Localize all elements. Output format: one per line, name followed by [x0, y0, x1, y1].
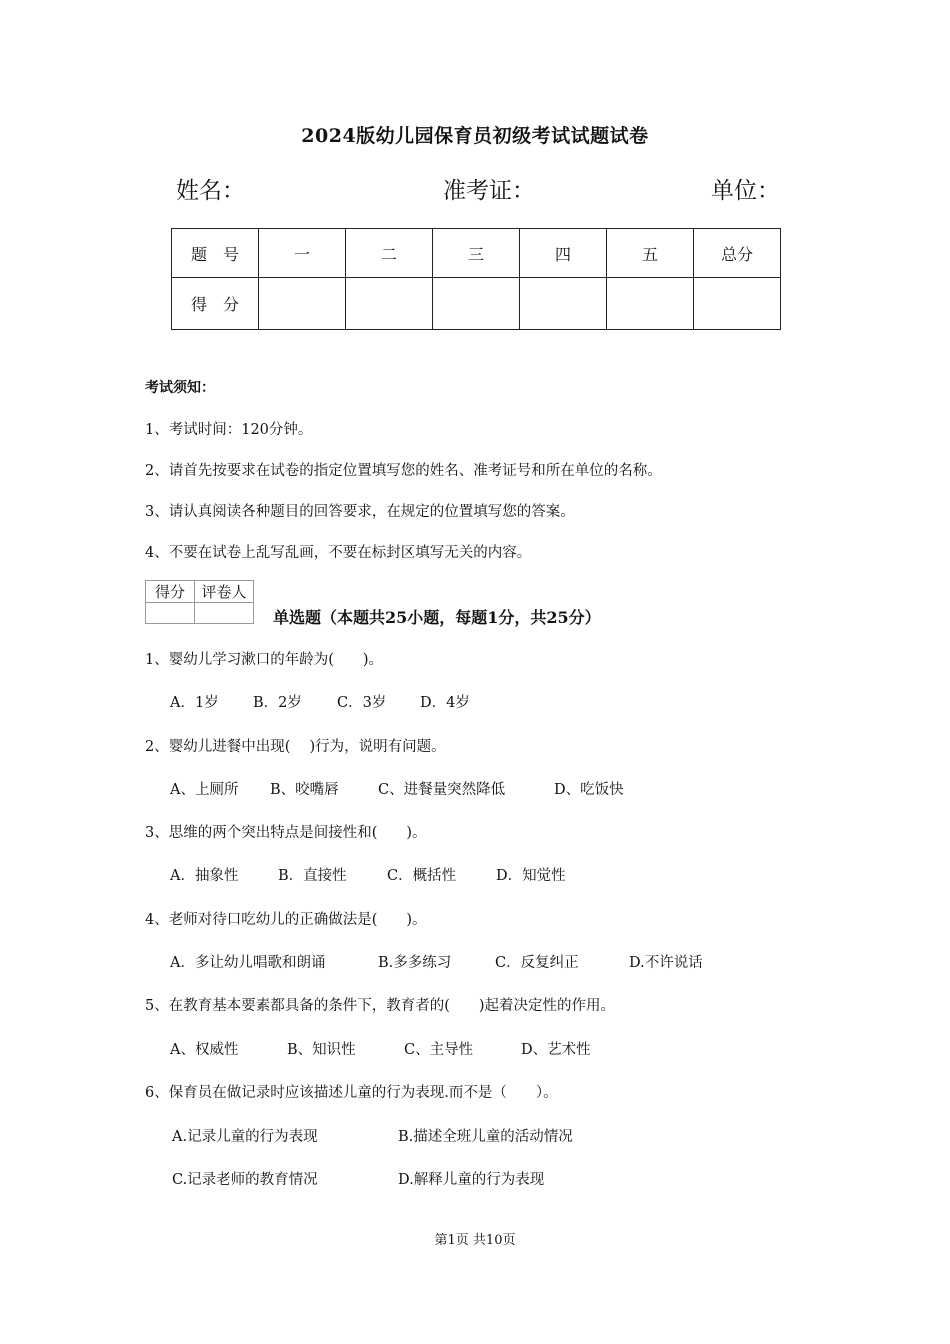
score-cell[interactable] [694, 278, 781, 330]
notice-item: 4、不要在试卷上乱写乱画，不要在标封区填写无关的内容。 [145, 545, 532, 561]
question-option: D．4岁 [420, 695, 470, 711]
score-table-header-cell: 二 [346, 229, 433, 278]
score-table-score-row [172, 278, 781, 330]
question-stem: 3、思维的两个突出特点是间接性和( )。 [145, 825, 427, 841]
notice-item: 1、考试时间：120分钟。 [145, 422, 313, 438]
question-stem: 4、老师对待口吃幼儿的正确做法是( )。 [145, 912, 427, 928]
question-option: A、上厕所 [170, 782, 239, 798]
score-table-header-row [172, 229, 781, 278]
question-option: C.记录老师的教育情况 [172, 1172, 318, 1188]
question-option: A.记录儿童的行为表现 [172, 1129, 318, 1145]
question-option: D．知觉性 [496, 868, 566, 884]
question-option: C．反复纠正 [495, 955, 579, 971]
score-table-header-cell: 五 [607, 229, 694, 278]
notice-heading: 考试须知： [145, 380, 215, 396]
question-option: B．直接性 [278, 868, 347, 884]
score-table-header-cell: 题 号 [172, 229, 259, 278]
question-option: A．1岁 [170, 695, 219, 711]
question-option: C．3岁 [337, 695, 387, 711]
question-option: D、艺术性 [521, 1042, 591, 1058]
section-title: 单选题（本题共25小题，每题1分，共25分） [273, 608, 601, 627]
question-option: A、权威性 [170, 1042, 239, 1058]
score-table-header-cell: 四 [520, 229, 607, 278]
grader-score-cell[interactable] [146, 603, 195, 624]
score-cell[interactable] [346, 278, 433, 330]
score-table [171, 228, 781, 330]
page-title: 2024版幼儿园保育员初级考试试题试卷 [301, 125, 649, 147]
page-footer: 第1页 共10页 [434, 1233, 516, 1248]
grader-score-label: 得分 [146, 581, 195, 603]
notice-item: 3、请认真阅读各种题目的回答要求，在规定的位置填写您的答案。 [145, 504, 575, 520]
question-option: C、进餐量突然降低 [378, 782, 506, 798]
question-option: D.不许说话 [629, 955, 703, 971]
grader-reviewer-cell[interactable] [195, 603, 254, 624]
question-option: C、主导性 [404, 1042, 474, 1058]
score-cell[interactable] [433, 278, 520, 330]
question-option: B.描述全班儿童的活动情况 [398, 1129, 573, 1145]
question-option: B.多多练习 [378, 955, 452, 971]
question-option: C．概括性 [387, 868, 457, 884]
grader-box [145, 580, 254, 624]
name-label: 姓名： [176, 178, 245, 204]
unit-label: 单位： [711, 178, 780, 204]
score-row-label: 得 分 [172, 278, 259, 330]
score-table-header-cell: 总分 [694, 229, 781, 278]
notice-item: 2、请首先按要求在试卷的指定位置填写您的姓名、准考证号和所在单位的名称。 [145, 463, 662, 479]
question-stem: 2、婴幼儿进餐中出现( )行为，说明有问题。 [145, 739, 446, 755]
question-stem: 5、在教育基本要素都具备的条件下，教育者的( )起着决定性的作用。 [145, 998, 616, 1014]
grader-reviewer-label: 评卷人 [195, 581, 254, 603]
score-table-header-cell: 三 [433, 229, 520, 278]
question-option: B、咬嘴唇 [270, 782, 339, 798]
score-table-header-cell: 一 [259, 229, 346, 278]
score-cell[interactable] [259, 278, 346, 330]
question-stem: 6、保育员在做记录时应该描述儿童的行为表现.而不是（ ）。 [145, 1085, 558, 1101]
score-cell[interactable] [607, 278, 694, 330]
score-cell[interactable] [520, 278, 607, 330]
question-option: D.解释儿童的行为表现 [398, 1172, 545, 1188]
question-option: A．多让幼儿唱歌和朗诵 [170, 955, 326, 971]
question-stem: 1、婴幼儿学习漱口的年龄为( )。 [145, 652, 384, 668]
question-option: D、吃饭快 [554, 782, 624, 798]
question-option: B、知识性 [287, 1042, 356, 1058]
question-option: A．抽象性 [170, 868, 239, 884]
exam-number-label: 准考证： [443, 178, 535, 204]
question-option: B．2岁 [253, 695, 302, 711]
